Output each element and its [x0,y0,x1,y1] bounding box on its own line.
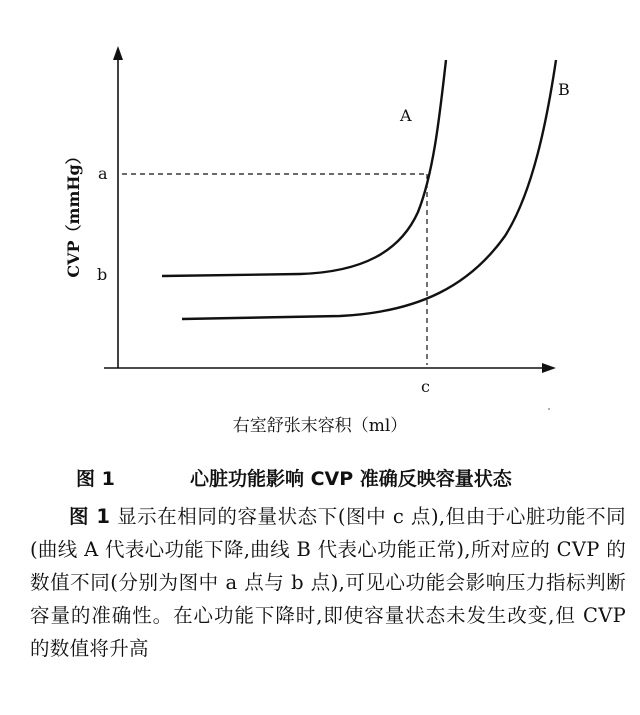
body-paragraph [30,500,626,665]
paragraph-text: 显示在相同的容量状态下(图中 c 点),但由于心脏功能不同(曲线 A 代表心功能下降,曲线 B 代表心功能正常),所对应的 CVP 的数值不同(分别为图中 a 点与 b 点),可见心功能会影响压力指标判断容量的准确性。在心功能下降时,即使容量状态未发生改变,但 CVP 的数值将升高 [30,505,626,660]
y-axis-title: CVP（mmHg） [64,148,83,278]
x-axis-arrow [542,363,556,373]
figure-caption-number: 图 1 [76,468,115,490]
curve-b [182,60,556,319]
paragraph-figure-ref: 图 1 [69,505,111,528]
x-axis-title: 右室舒张末容积（ml） [232,416,408,436]
scan-speck [548,408,550,410]
y-mark-a: a [98,164,108,183]
x-mark-c: c [421,377,430,396]
y-mark-b: b [97,265,108,284]
curve-b-label: B [558,80,570,99]
curve-a-label: A [400,106,412,125]
curve-a [162,60,446,276]
figure-caption [0,464,640,494]
figure-caption-title: 心脏功能影响 CVP 准确反映容量状态 [190,468,512,490]
y-axis-arrow [113,46,123,60]
